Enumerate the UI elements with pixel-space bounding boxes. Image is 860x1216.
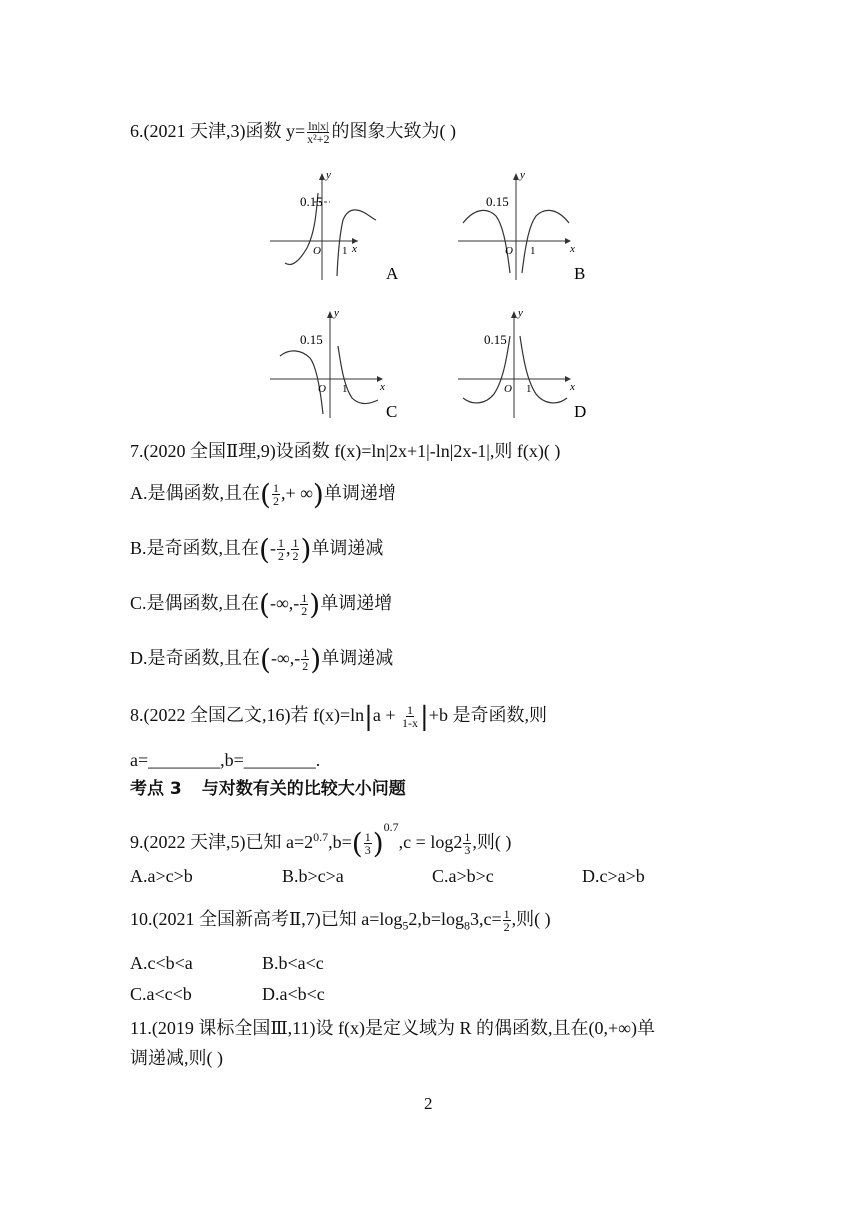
frac-den: 2 (301, 604, 308, 619)
frac-num: 1 (503, 907, 510, 922)
paren-open: ( (259, 532, 270, 566)
q7-b-post: 单调递减 (311, 538, 384, 558)
q8-inner: a + (372, 705, 401, 725)
section-label: 考点 3 (130, 779, 182, 799)
frac-den: 2 (292, 549, 299, 564)
frac-den: 3 (364, 843, 371, 858)
q8-pre: 8.(2022 全国乙文,16)若 f(x)=ln (130, 705, 365, 725)
q8-blanks: a=________,b=________. (130, 750, 321, 770)
graph-d-label: D (574, 402, 587, 421)
graph-d-one: 1 (526, 383, 532, 395)
abs-open: | (364, 701, 373, 732)
q9-pre: 9.(2022 天津,5)已知 a=2 (130, 832, 314, 852)
frac-den: 2 (272, 494, 279, 509)
graph-b-label: B (574, 264, 586, 283)
graph-a-one: 1 (342, 245, 348, 257)
paren-open: ( (259, 587, 270, 621)
q7-option-d (130, 642, 394, 676)
q6-prefix: 6.(2021 天津,3)函数 y= (130, 121, 306, 141)
q9-option-b: B.b>c>a (282, 866, 344, 886)
graph-c-label: C (386, 402, 398, 421)
q10-pre: 10.(2021 全国新高考Ⅱ,7)已知 a=log (130, 909, 403, 929)
graph-b-origin: O (505, 245, 513, 257)
q7-c-inner: -∞,- (269, 593, 300, 613)
frac-den: 2 (503, 920, 510, 935)
q10-option-b: B.b<a<c (262, 953, 324, 973)
q7-c-pre: C.是偶函数,且在 (130, 593, 260, 613)
frac-den: 2 (302, 659, 309, 674)
frac-num: 1 (464, 830, 471, 845)
q7-a-post: 单调递增 (323, 483, 396, 503)
frac-num: 1 (272, 481, 279, 496)
q7-b-pre: B.是奇函数,且在 (130, 538, 260, 558)
graph-b-tick: 0.15 (486, 194, 509, 209)
section-title: 与对数有关的比较大小问题 (201, 779, 406, 799)
q10-post: ,则( ) (511, 909, 551, 929)
q7-option-c (130, 587, 393, 621)
q7-c-post: 单调递增 (320, 593, 393, 613)
q9-option-d: D.c>a>b (582, 866, 645, 886)
graph-b-y: y (520, 169, 525, 181)
graph-a-y: y (326, 169, 331, 181)
q9-post: ,则( ) (472, 832, 512, 852)
q9-mid: ,b= (328, 832, 352, 852)
q7-d-inner: -∞,- (270, 648, 301, 668)
q7-option-a (130, 477, 396, 511)
q7-b-frac (277, 537, 285, 562)
q9-option-a: A.a>c>b (130, 866, 193, 886)
graph-c-y: y (334, 307, 339, 319)
q9-c-frac (463, 831, 471, 856)
q9-frac (364, 831, 372, 856)
paren-close: ) (372, 826, 384, 860)
q10-option-c: C.a<c<b (130, 984, 192, 1004)
q6-frac-num: ln|x| (308, 119, 329, 134)
q8-frac (401, 704, 419, 729)
graph-c-x: x (380, 381, 385, 393)
frac-den: 3 (464, 843, 471, 858)
paren-open: ( (260, 642, 271, 676)
abs-close: | (420, 701, 429, 732)
q9-option-c: C.a>b>c (432, 866, 494, 886)
q9-stem (130, 820, 512, 860)
q7-c-frac (300, 592, 308, 617)
q10-stem (130, 908, 551, 937)
q8-post: +b 是奇函数,则 (428, 705, 547, 725)
q10-option-d: D.a<b<c (262, 984, 325, 1004)
graph-b (458, 168, 598, 293)
q7-b-frac2 (291, 537, 299, 562)
q7-d-frac (301, 647, 309, 672)
graph-b-one: 1 (530, 245, 536, 257)
graph-d-x: x (570, 381, 575, 393)
q10-frac (503, 908, 511, 933)
q11-line2: 调递减,则( ) (130, 1048, 223, 1068)
q7-a-inner: ,+ ∞ (280, 483, 313, 503)
q10-mid1: 2,b=log (408, 909, 465, 929)
paren-open: ( (351, 826, 363, 860)
paren-close: ) (309, 587, 321, 621)
graph-a-origin: O (313, 245, 321, 257)
graph-a (270, 168, 410, 293)
q10-option-a: A.c<b<a (130, 953, 193, 973)
section-heading (130, 778, 406, 800)
graph-c-tick: 0.15 (300, 332, 323, 347)
graph-d (458, 306, 598, 431)
graph-d-origin: O (504, 383, 512, 395)
q7-b-mid: , (285, 538, 291, 558)
paren-close: ) (312, 477, 324, 511)
q10-sub2: 8 (464, 918, 471, 933)
graph-c-origin: O (318, 383, 326, 395)
frac-num: 1 (292, 536, 299, 551)
q7-option-b (130, 532, 384, 566)
paren-open: ( (260, 477, 271, 511)
q6-frac-den: x²+2 (307, 132, 330, 147)
paren-close: ) (310, 642, 322, 676)
frac-num: 1 (301, 591, 308, 606)
q6-fraction (306, 120, 330, 145)
graph-a-tick: 0.15 (300, 194, 323, 209)
frac-num: 1 (302, 646, 309, 661)
frac-den: 2 (277, 549, 284, 564)
graph-c (270, 306, 410, 431)
q6-stem (130, 120, 456, 145)
q7-d-pre: D.是奇函数,且在 (130, 648, 260, 668)
q7-a-frac (272, 482, 280, 507)
q7-d-post: 单调递减 (321, 648, 394, 668)
graph-a-label: A (386, 264, 399, 283)
q6-suffix: 的图象大致为( ) (331, 121, 457, 141)
q7-b-inner: - (269, 538, 276, 558)
frac-num: 1 (364, 830, 371, 845)
q9-exp1: 0.7 (313, 830, 329, 844)
graph-c-one: 1 (342, 383, 348, 395)
page-number: 2 (424, 1094, 433, 1113)
graph-b-x: x (570, 243, 575, 255)
q10-sub1: 5 (402, 918, 409, 933)
q7-stem: 7.(2020 全国Ⅱ理,9)设函数 f(x)=ln|2x+1|-ln|2x-1|,则 f(x)( ) (130, 441, 561, 461)
q10-mid2: 3,c= (470, 909, 502, 929)
paren-close: ) (300, 532, 312, 566)
frac-num: 1 (277, 536, 284, 551)
q8-stem (130, 701, 547, 732)
q9-exp2: 0.7 (383, 820, 399, 834)
frac-den: 1-x (402, 716, 419, 731)
graph-d-tick: 0.15 (484, 332, 507, 347)
q11-line1: 11.(2019 课标全国Ⅲ,11)设 f(x)是定义域为 R 的偶函数,且在(0,+∞)单 (130, 1018, 655, 1038)
q7-a-pre: A.是偶函数,且在 (130, 483, 260, 503)
graph-a-x: x (352, 243, 357, 255)
q9-c-pre: ,c = log2 (398, 832, 463, 852)
frac-num: 1 (407, 703, 414, 718)
graph-d-y: y (518, 307, 523, 319)
